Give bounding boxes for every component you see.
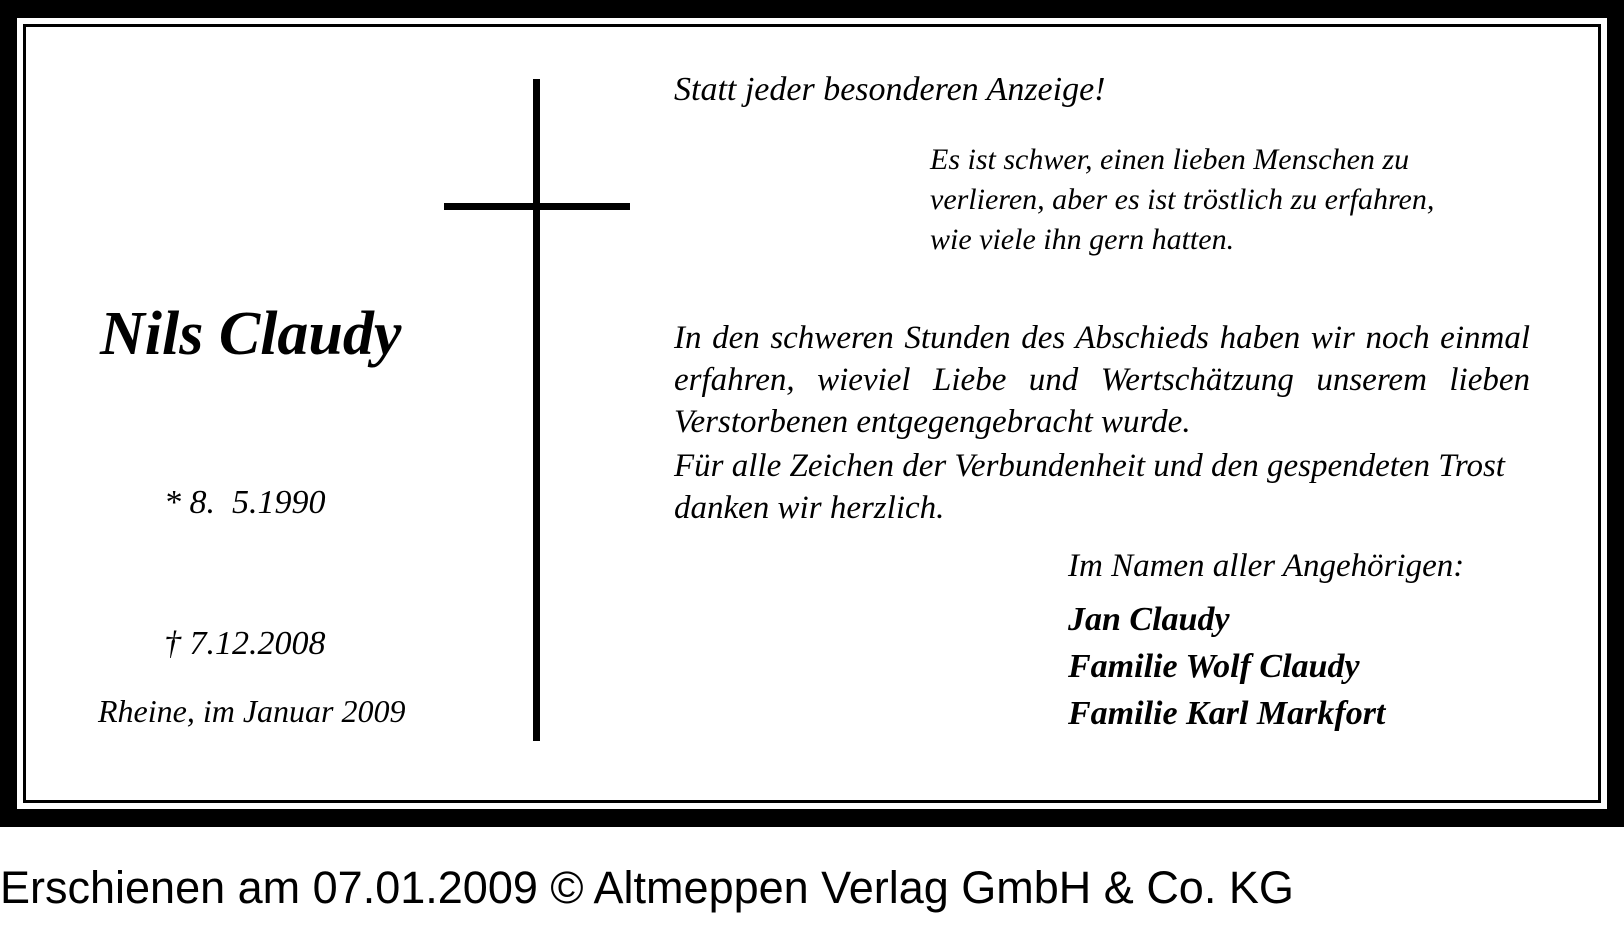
place-and-date: Rheine, im Januar 2009	[98, 693, 406, 729]
signature-intro: Im Namen aller Angehörigen:	[1068, 548, 1465, 584]
signers-list	[1068, 596, 1385, 737]
obituary-card	[26, 27, 1598, 800]
birth-date: * 8. 5.1990	[164, 484, 326, 521]
quote-line: verlieren, aber es ist tröstlich zu erfahren,	[930, 183, 1435, 216]
deceased-name: Nils Claudy	[100, 300, 402, 368]
notice-heading: Statt jeder besonderen Anzeige!	[674, 71, 1106, 108]
signer: Jan Claudy	[1068, 601, 1230, 638]
thanks-paragraph-2: Für alle Zeichen der Verbundenheit und den gespendeten Trost danken wir herzlich.	[674, 448, 1505, 526]
signer: Familie Karl Markfort	[1068, 695, 1386, 732]
thanks-paragraph-1: In den schweren Stunden des Abschieds haben wir noch einmal erfahren, wieviel Liebe und Wertschätzung unserem lieben Verstorbenen entgegengebracht wurde.	[674, 320, 1530, 440]
publication-footer: Erschienen am 07.01.2009 © Altmeppen Verlag GmbH & Co. KG	[0, 862, 1294, 913]
cross-horizontal-bar	[444, 203, 630, 210]
quote-line: Es ist schwer, einen lieben Menschen zu	[930, 143, 1410, 176]
death-date: † 7.12.2008	[164, 625, 326, 662]
cross-vertical-bar	[533, 79, 540, 741]
signer: Familie Wolf Claudy	[1068, 648, 1360, 685]
quote-line: wie viele ihn gern hatten.	[930, 223, 1235, 256]
quote-block	[930, 140, 1434, 260]
